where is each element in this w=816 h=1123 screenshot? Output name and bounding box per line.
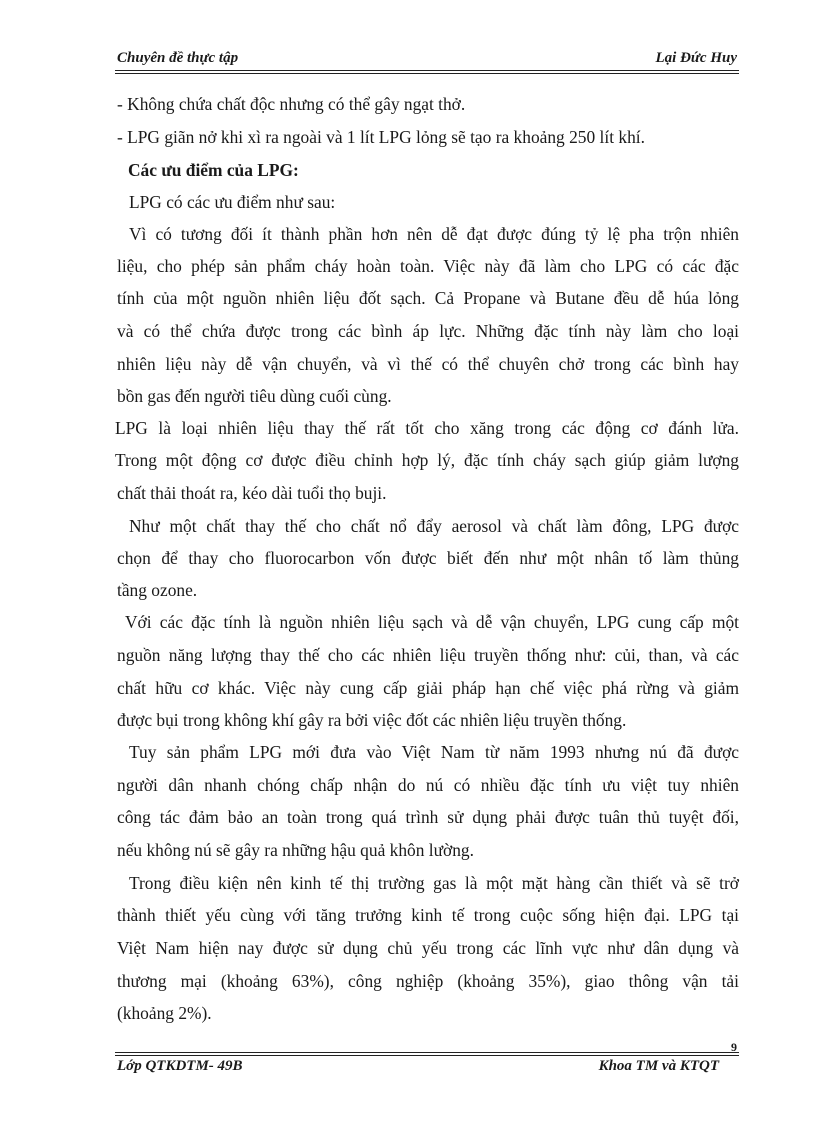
body-line: thương mại (khoảng 63%), công nghiệp (khoảng 35%), giao thông vận tải [117, 971, 739, 991]
body-line: công tác đảm bảo an toàn trong quá trình sử dụng phải được tuân thủ tuyệt đối, [117, 807, 739, 827]
section-heading: Các ưu điểm của LPG: [128, 160, 299, 180]
body-line: (khoảng 2%). [117, 1003, 212, 1023]
body-line: nếu không nú sẽ gây ra những hậu quả khôn lường. [117, 840, 474, 860]
body-line: Tuy sản phẩm LPG mới đưa vào Việt Nam từ năm 1993 nhưng nú đã được [129, 742, 739, 762]
body-line: - LPG giãn nở khi xì ra ngoài và 1 lít LPG lỏng sẽ tạo ra khoảng 250 lít khí. [117, 127, 645, 147]
body-line: Trong điều kiện nên kinh tế thị trường gas là một mặt hàng cần thiết và sẽ trở [129, 873, 739, 893]
body-line: Việt Nam hiện nay được sử dụng chủ yếu trong các lĩnh vực như dân dụng và [117, 938, 739, 958]
body-line: LPG là loại nhiên liệu thay thế rất tốt cho xăng trong các động cơ đánh lửa. [115, 418, 739, 438]
footer-rule [115, 1052, 739, 1056]
body-line: chất thải thoát ra, kéo dài tuổi thọ buji. [117, 483, 387, 503]
body-line: Như một chất thay thế cho chất nổ đẩy aerosol và chất làm đông, LPG được [129, 516, 739, 536]
body-line: liệu, cho phép sản phẩm cháy hoàn toàn. Việc này đã làm cho LPG có các đặc [117, 256, 739, 276]
body-line: chọn để thay cho fluorocarbon vốn được biết đến như một nhân tố làm thủng [117, 548, 739, 568]
footer-class: Lớp QTKDTM- 49B [117, 1058, 243, 1074]
page-footer [115, 1058, 739, 1078]
body-line: nguồn năng lượng thay thế cho các nhiên liệu truyền thống như: củi, than, và các [117, 645, 739, 665]
body-line: được bụi trong không khí gây ra bởi việc đốt các nhiên liệu truyền thống. [117, 710, 627, 730]
body-line: Vì có tương đối ít thành phần hơn nên dễ đạt được đúng tỷ lệ pha trộn nhiên [129, 224, 739, 244]
body-line: Trong một động cơ được điều chỉnh hợp lý, đặc tính cháy sạch giúp giảm lượng [115, 450, 739, 470]
footer-faculty: Khoa TM và KTQT [598, 1058, 719, 1074]
body-line: thành thiết yếu cùng với tăng trưởng kinh tế trong cuộc sống hiện đại. LPG tại [117, 905, 739, 925]
body-line: LPG có các ưu điểm như sau: [129, 192, 336, 212]
body-line: - Không chứa chất độc nhưng có thể gây ngạt thở. [117, 94, 466, 114]
body-line: tính của một nguồn nhiên liệu đốt sạch. Cả Propane và Butane đều dễ húa lỏng [117, 288, 739, 308]
body-line: tầng ozone. [117, 580, 198, 600]
header-rule [115, 70, 739, 74]
page-header [115, 46, 739, 68]
body-line: chất hữu cơ khác. Việc này cung cấp giải pháp hạn chế việc phá rừng và giảm [117, 678, 739, 698]
body-line: bồn gas đến người tiêu dùng cuối cùng. [117, 386, 392, 406]
body-line: nhiên liệu này dễ vận chuyển, và vì thế có thể chuyên chở trong các bình hay [117, 354, 739, 374]
header-author: Lại Đức Huy [655, 50, 737, 66]
body-line: người dân nhanh chóng chấp nhận do nú có nhiều đặc tính ưu việt tuy nhiên [117, 775, 739, 795]
body-line: và có thể chứa được trong các bình áp lực. Những đặc tính này làm cho loại [117, 321, 739, 341]
page-number: 9 [731, 1040, 737, 1054]
header-document-type: Chuyên đề thực tập [117, 50, 239, 66]
body-line: Với các đặc tính là nguồn nhiên liệu sạch và dễ vận chuyển, LPG cung cấp một [125, 612, 739, 632]
